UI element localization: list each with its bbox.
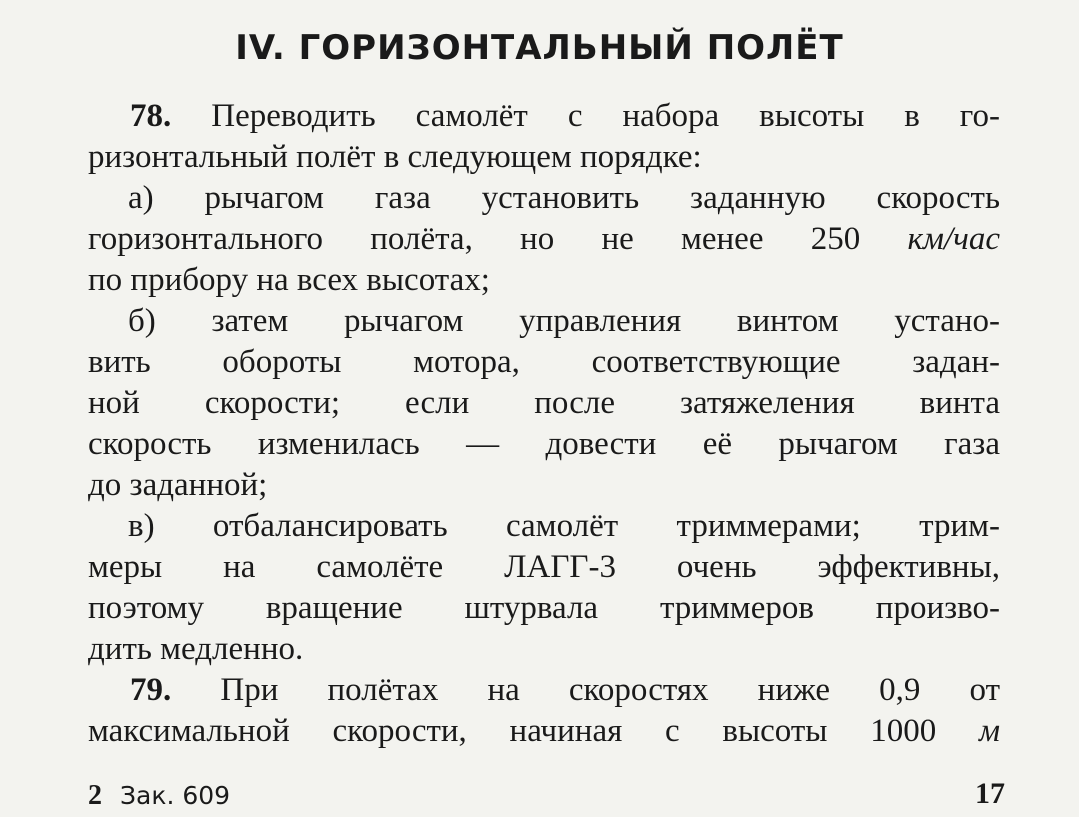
item-b-line-5: до заданной; [88,467,268,503]
paragraph-79-unit: м [978,713,1001,749]
signature-mark: 2 [88,780,102,811]
item-a-line-2 [88,219,1000,260]
item-b-line-4: скорость изменилась — довести её рычагом газа [88,426,1000,462]
item-c-line-2: меры на самолёте ЛАГГ-3 очень эффективны, [88,549,1000,585]
item-c-line-1: в) отбалансировать самолёт триммерами; трим- [128,508,1000,544]
item-a-line-1: а) рычагом газа установить заданную скорость [128,180,1000,216]
paragraph-79-line-2 [88,711,1000,752]
paragraph-78-line-2: ризонтальный полёт в следующем порядке: [88,139,702,175]
paragraph-79-text-2: максимальной скорости, начиная с высоты 1000 [88,713,937,749]
item-c-line-3: поэтому вращение штурвала триммеров произво- [88,590,1000,626]
item-b-line-2: вить обороты мотора, соответствующие задан- [88,344,1000,380]
item-a-text-2: горизонтального полёта, но не менее 250 [88,221,861,257]
section-heading: IV. ГОРИЗОНТАЛЬНЫЙ ПОЛЁТ [235,28,844,68]
paragraph-79-line-1 [130,670,1000,711]
page-number: 17 [975,777,1005,810]
page-footer-left [88,778,230,814]
paragraph-78-number: 78. [130,98,172,134]
paragraph-79-number: 79. [130,672,172,708]
item-b-line-3: ной скорости; если после затяжеления винта [88,385,1000,421]
paragraph-78-line-1 [130,96,1000,137]
paragraph-79-text-1: При полётах на скоростях ниже 0,9 от [220,672,1000,708]
item-a-unit: км/час [907,221,1000,257]
item-c-line-4: дить медленно. [88,631,304,667]
item-b-line-1: б) затем рычагом управления винтом устано- [128,303,1000,339]
paragraph-78-text-1: Переводить самолёт с набора высоты в го- [211,98,1000,134]
order-number: Зак. 609 [120,781,231,810]
item-a-line-3: по прибору на всех высотах; [88,262,490,298]
